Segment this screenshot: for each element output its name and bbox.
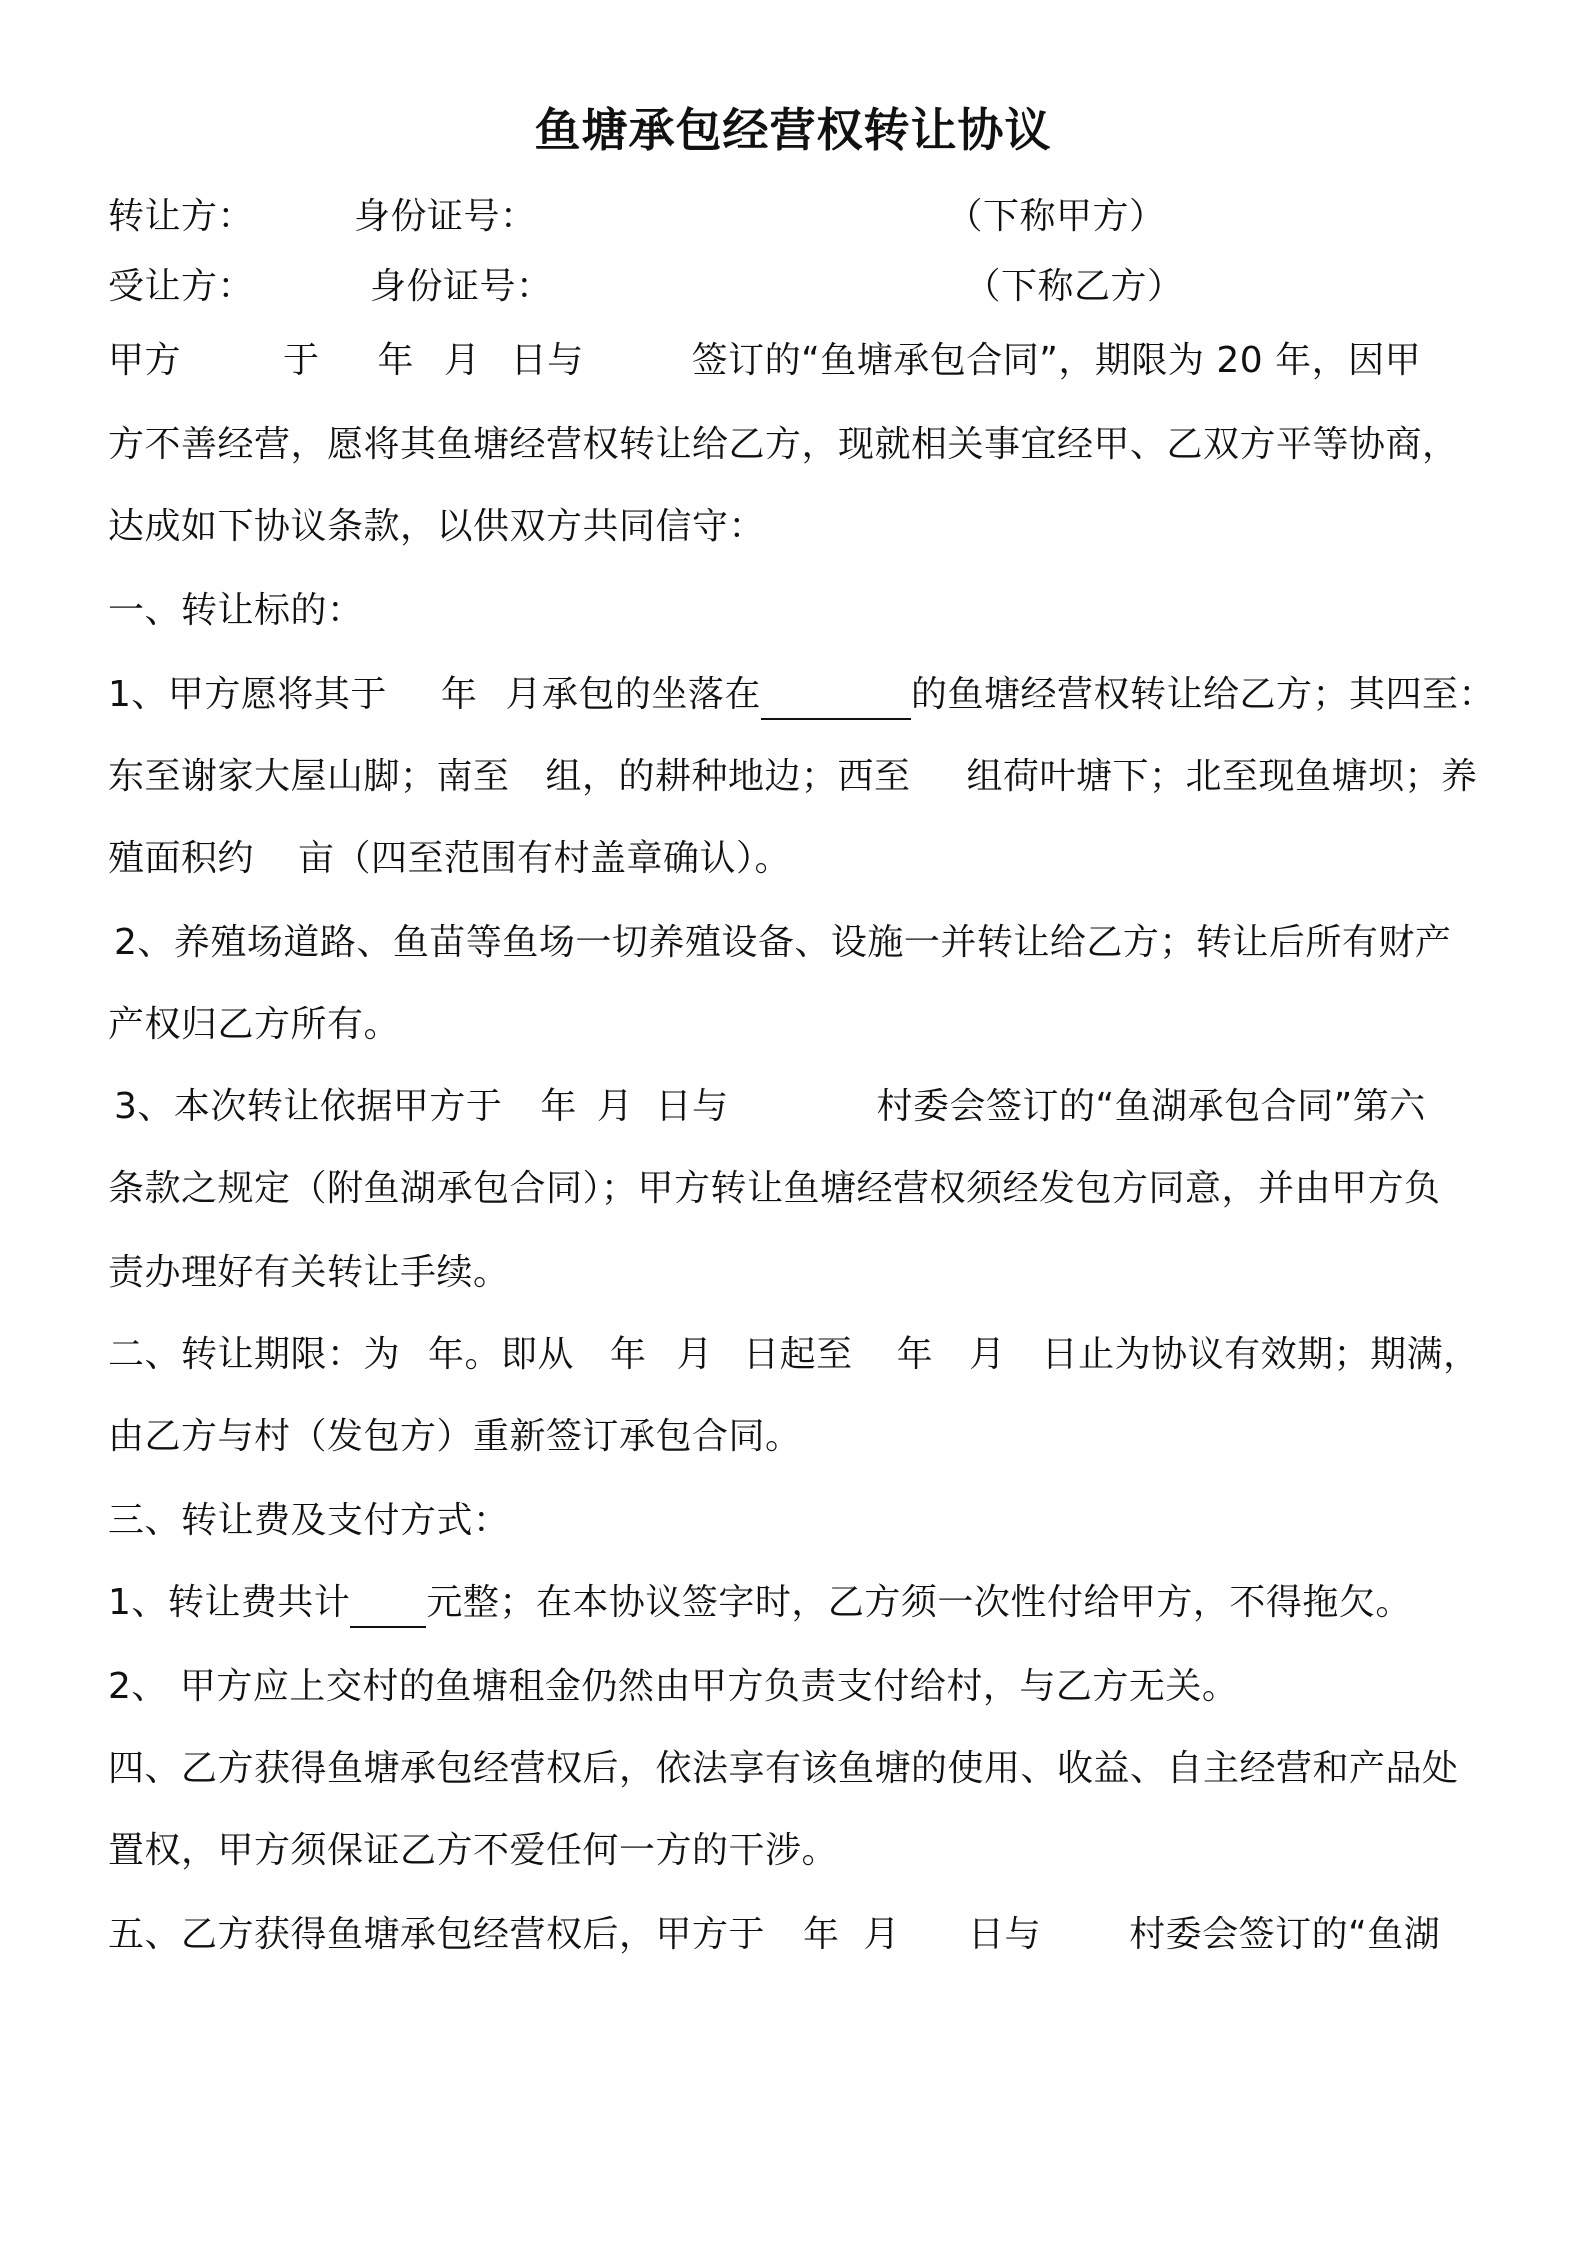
s1-item1-text-c: 的鱼塘经营权转让给乙方；其四至： [910,674,1495,715]
intro-year: 年 [377,340,415,381]
section-3-heading: 三、转让费及支付方式： [108,1500,510,1541]
s2-term-label: 二、转让期限：为 [108,1334,401,1375]
s2-year-b: 年 [896,1334,934,1375]
s1-item1-text-b: 月承包的坐落在 [505,674,761,715]
intro-month: 月 [444,340,481,381]
section-4-line-2: 置权，甲方须保证乙方不爱任何一方的干涉。 [108,1830,839,1871]
transferee-label: 受让方： [108,266,255,307]
s2-year-a: 年 [610,1334,647,1375]
s1-item3-text-a: 3、本次转让依据甲方于 [114,1086,503,1127]
s1-item3-line-3: 责办理好有关转让手续。 [108,1252,510,1293]
s5-month: 月 [863,1914,901,1955]
s1-item3-month: 月 [596,1086,634,1127]
s1-item1-line-3 [108,834,791,884]
s1-item3-year: 年 [540,1086,577,1127]
s5-text-b: 村委会签订的“鱼湖 [1129,1914,1441,1955]
s1-item1-text-a: 1、甲方愿将其于 [108,674,387,715]
s5-year: 年 [803,1914,840,1955]
s1-item3-day-with: 日与 [655,1086,729,1127]
s5-text-a: 五、乙方获得鱼塘承包经营权后，甲方于 [108,1914,766,1955]
transferor-label: 转让方： [108,196,255,237]
fee-amount-blank [350,1582,426,1628]
s1-item1-line-2 [108,752,1478,802]
intro-line-2: 方不善经营，愿将其鱼塘经营权转让给乙方，现就相关事宜经甲、乙双方平等协商， [108,424,1459,465]
s3-fee-label: 1、转让费共计 [108,1582,351,1623]
s1-boundary-south-west: 组，的耕种地边；西至 [545,756,911,797]
s2-from: 年。即从 [428,1334,575,1375]
s1-boundary-west-north: 组荷叶塘下；北至现鱼塘坝；养 [966,756,1478,797]
id-label-a: 身份证号： [354,196,537,237]
s3-fee-terms: 元整；在本协议签字时，乙方须一次性付给甲方，不得拖欠。 [426,1582,1412,1623]
s2-until: 日起至 [743,1334,853,1375]
s1-area-unit: 亩（四至范围有村盖章确认）。 [298,838,792,879]
section-5-line-1 [108,1910,1440,1960]
transferee-line [108,262,1184,312]
location-blank [761,674,911,720]
section-4-line-1: 四、乙方获得鱼塘承包经营权后，依法享有该鱼塘的使用、收益、自主经营和产品处 [108,1748,1459,1789]
s1-item1-year: 年 [440,674,478,715]
s3-item2: 2、 甲方应上交村的鱼塘租金仍然由甲方负责支付给村，与乙方无关。 [108,1666,1239,1707]
s1-item3-text-b: 村委会签订的“鱼湖承包合同”第六 [876,1086,1426,1127]
s2-month-a: 月 [676,1334,714,1375]
id-label-b: 身份证号： [370,266,553,307]
party-a-note: （下称甲方） [946,196,1166,237]
intro-party-a: 甲方 [108,340,182,381]
intro-line-3: 达成如下协议条款，以供双方共同信守： [108,506,766,547]
intro-day-with: 日与 [510,340,584,381]
s3-item1 [108,1578,1412,1628]
transferor-line [108,192,1166,242]
section-2-line-2: 由乙方与村（发包方）重新签订承包合同。 [108,1416,802,1457]
s1-area-label: 殖面积约 [108,838,255,879]
s1-item1-line-1 [108,670,1495,720]
party-b-note: （下称乙方） [964,266,1184,307]
intro-line-1 [108,336,1421,386]
s1-item3-line-2: 条款之规定（附鱼湖承包合同）；甲方转让鱼塘经营权须经发包方同意，并由甲方负 [108,1168,1441,1209]
s2-month-b: 月 [969,1334,1006,1375]
s1-item3-line-1 [114,1082,1426,1132]
section-1-heading: 一、转让标的： [108,590,364,631]
intro-contract-text: 签订的“鱼塘承包合同”，期限为 20 年，因甲 [691,340,1422,381]
section-2-line-1 [108,1330,1480,1380]
s1-boundary-east-south: 东至谢家大屋山脚；南至 [108,756,510,797]
s1-item2-line-1: 2、养殖场道路、鱼苗等鱼场一切养殖设备、设施一并转让给乙方；转让后所有财产 [114,922,1452,963]
s5-day-with: 日与 [968,1914,1042,1955]
document-title: 鱼塘承包经营权转让协议 [534,103,1052,157]
s1-item2-line-2: 产权归乙方所有。 [108,1004,401,1045]
s2-validity-text: 日止为协议有效期；期满， [1041,1334,1480,1375]
intro-on: 于 [283,340,320,381]
